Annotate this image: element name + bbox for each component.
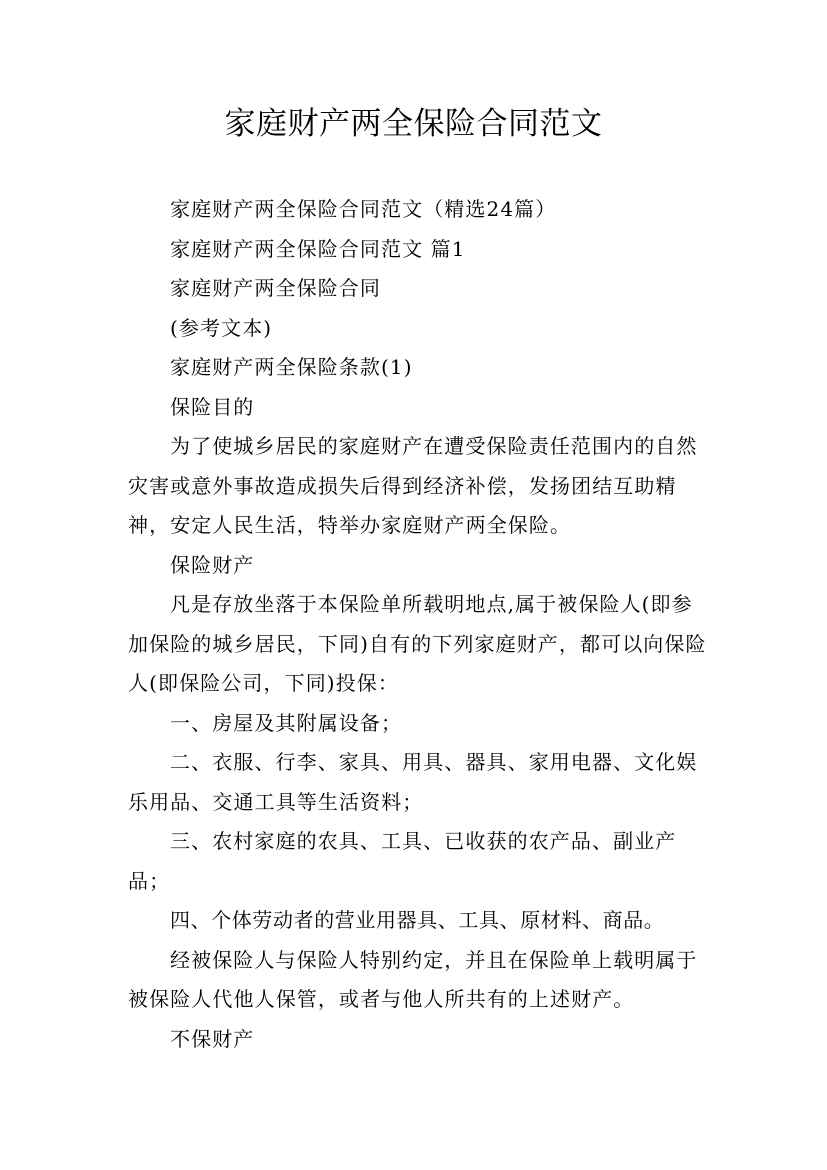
paragraph-selection-heading: 家庭财产两全保险合同范文（精选24篇） <box>170 197 557 221</box>
section-heading-purpose: 保险目的 <box>170 394 255 419</box>
document-title: 家庭财产两全保险合同范文 <box>224 106 603 142</box>
paragraph-article-1: 家庭财产两全保险合同范文 篇1 <box>170 236 466 261</box>
paragraph-special-agreement: 经被保险人与保险人特别约定，并且在保险单上载明属于被保险人代他人保管，或者与他人所共有的上述财产。 <box>128 947 698 1011</box>
document-body <box>128 190 713 1059</box>
paragraph-reference-text: (参考文本) <box>170 315 273 340</box>
list-item-2: 二、衣服、行李、家具、用具、器具、家用电器、文化娱乐用品、交通工具等生活资料； <box>128 750 698 814</box>
list-item-4: 四、个体劳动者的营业用器具、工具、原材料、商品。 <box>170 908 665 932</box>
section-heading-insured-property: 保险财产 <box>170 552 255 577</box>
list-item-3: 三、农村家庭的农具、工具、已收获的农产品、副业产品； <box>128 829 677 893</box>
paragraph-clause-heading: 家庭财产两全保险条款(1) <box>170 355 413 379</box>
paragraph-insured-property: 凡是存放坐落于本保险单所载明地点,属于被保险人(即参加保险的城乡居民，下同)自有的下列家庭财产，都可以向保险人(即保险公司，下同)投保： <box>128 592 707 695</box>
paragraph-purpose: 为了使城乡居民的家庭财产在遭受保险责任范围内的自然灾害或意外事故造成损失后得到经济补偿，发扬团结互助精神，安定人民生活，特举办家庭财产两全保险。 <box>128 434 698 537</box>
section-heading-excluded-property: 不保财产 <box>170 1026 255 1051</box>
paragraph-contract-name: 家庭财产两全保险合同 <box>170 276 381 300</box>
list-item-1: 一、房屋及其附属设备； <box>170 710 403 735</box>
